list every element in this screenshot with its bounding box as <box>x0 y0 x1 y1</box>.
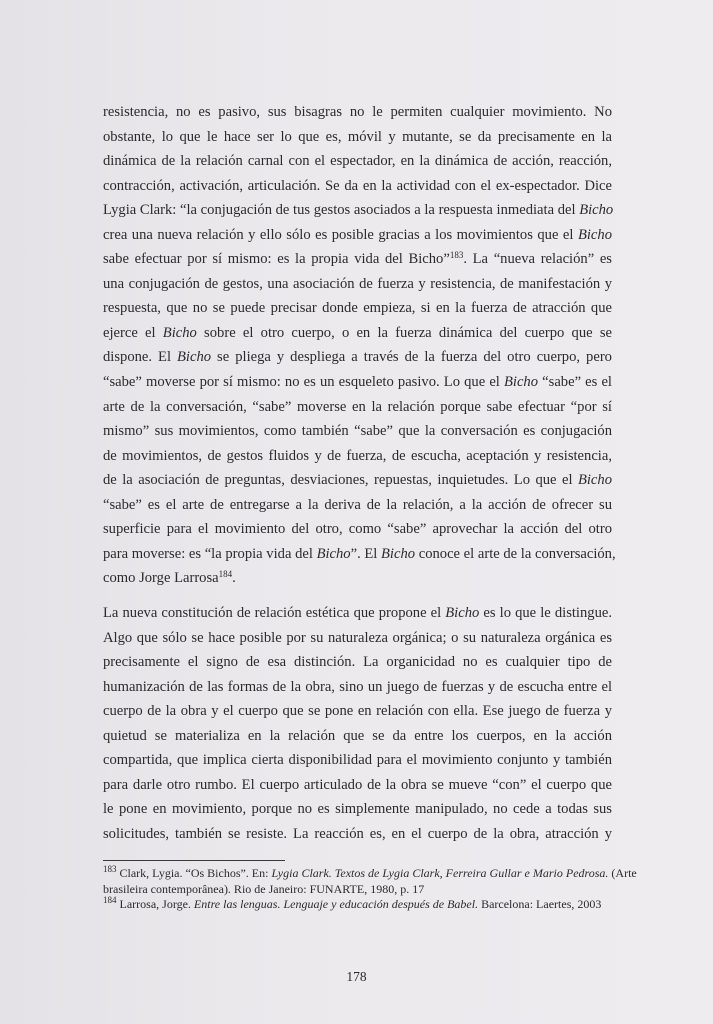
text-line <box>103 223 612 248</box>
footnote-number: 184 <box>103 895 117 905</box>
text-line <box>103 542 616 567</box>
text-line: Algo que sólo se hace posible por su naturaleza orgánica; o su naturaleza orgánica es <box>103 629 612 646</box>
text-line: obstante, lo que le hace ser lo que es, móvil y mutante, se da precisamente en la <box>103 128 612 145</box>
text-run: “sabe” es el <box>538 374 612 391</box>
text-line: precisamente el signo de esa distinción. La organicidad no es cualquier tipo de <box>103 654 612 671</box>
text-run: . <box>232 570 236 587</box>
text-run: ”. El <box>350 545 382 562</box>
footnote-italic-title: Lygia Clark. Textos de Lygia Clark, Ferreira Gullar e Mario Pedrosa. <box>271 866 609 880</box>
footnote-184 <box>103 897 612 913</box>
italic-term: Bicho <box>577 226 612 243</box>
text-line <box>103 321 612 346</box>
footnote-italic-title: Entre las lenguas. Lenguaje y educación después de Babel. <box>193 897 479 911</box>
text-run: crea una nueva relación y ello sólo es posible gracias a los movimientos que el <box>103 226 578 243</box>
text-run: . La “nueva relación” es <box>463 251 612 268</box>
text-line: una conjugación de gestos, una asociación de fuerza y resistencia, de manifestación y <box>103 275 612 292</box>
text-line <box>103 601 612 626</box>
text-line: resistencia, no es pasivo, sus bisagras no le permiten cualquier movimiento. No <box>103 104 612 120</box>
text-run: conoce el arte de la conversación, <box>415 545 616 562</box>
italic-term: Bicho <box>503 374 539 391</box>
text-run: ejerce el <box>103 324 163 341</box>
footnote-183-cont: brasileira contemporânea). Rio de Janeiro: FUNARTE, 1980, p. 17 <box>103 881 425 896</box>
text-line <box>103 468 612 493</box>
text-line: dinámica de la relación carnal con el espectador, en la dinámica de acción, reacción, <box>103 153 612 170</box>
footnote-text: (Arte <box>608 866 637 880</box>
italic-term: Bicho <box>445 605 480 621</box>
text-line: respuesta, que no se puede precisar donde empieza, si en la fuerza de atracción que <box>103 300 612 317</box>
body-paragraph-1 <box>103 100 616 591</box>
footnote-ref-183[interactable]: 183 <box>449 250 464 261</box>
text-line: humanización de las formas de la obra, sino un juego de fuerzas y de escucha entre el <box>103 678 612 695</box>
text-run: para moverse: es “la propia vida del <box>103 545 317 562</box>
italic-term: Bicho <box>177 349 212 366</box>
text-run: de la asociación de preguntas, desviaciones, repuestas, inquietudes. Lo que el <box>103 472 578 489</box>
footnote-183 <box>103 864 637 882</box>
text-line: le pone en movimiento, porque no es simplemente manipulado, no cede a todas sus <box>103 801 612 818</box>
text-line <box>103 370 612 395</box>
text-run: “sabe” moverse por sí mismo: no es un esqueleto pasivo. Lo que el <box>103 374 504 391</box>
footnote-text: Barcelona: Laertes, 2003 <box>478 897 602 911</box>
footnote-ref-184[interactable]: 184 <box>218 569 233 580</box>
text-line: para darle otro rumbo. El cuerpo articulado de la obra se mueve “con” el cuerpo que <box>103 776 612 793</box>
text-line <box>103 345 612 370</box>
text-line: superficie para el movimiento del otro, como “sabe” aprovechar la acción del otro <box>103 521 612 538</box>
body-paragraph-2 <box>103 601 612 846</box>
footnote-text: Larrosa, Jorge. <box>116 897 194 911</box>
footnote-text: Clark, Lygia. “Os Bichos”. En: <box>116 866 272 880</box>
text-run: se pliega y despliega a través de la fuerza del otro cuerpo, pero <box>211 349 612 366</box>
text-line: mismo” sus movimientos, como también “sabe” que la conversación es conjugación <box>103 423 612 440</box>
text-line: contracción, activación, articulación. Se da en la actividad con el ex-espectador. Dice <box>103 177 612 194</box>
footnote-separator <box>103 860 285 861</box>
footnotes <box>103 864 637 913</box>
page-number: 178 <box>346 969 367 984</box>
text-run: sabe efectuar por sí mismo: es la propia vida del Bicho” <box>103 251 450 268</box>
text-line: compartida, que implica cierta disponibilidad para el movimiento conjunto y también <box>103 752 612 769</box>
text-line: de movimientos, de gestos fluidos y de fuerza, de escucha, aceptación y resistencia, <box>103 447 612 464</box>
text-line: “sabe” es el arte de entregarse a la deriva de la relación, a la acción de ofrecer su <box>103 496 612 513</box>
text-line <box>103 566 612 591</box>
italic-term: Bicho <box>577 472 612 489</box>
text-line: cuerpo de la obra y el cuerpo que se pone en relación con ella. Ese juego de fuerza y <box>103 703 612 720</box>
text-line <box>103 198 612 223</box>
text-run: sobre el otro cuerpo, o en la fuerza dinámica del cuerpo que se <box>196 324 612 341</box>
text-run: como Jorge Larrosa <box>103 570 219 587</box>
text-run: dispone. El <box>103 349 178 366</box>
text-run: La nueva constitución de relación estética que propone el <box>103 605 446 621</box>
text-line: quietud se materializa en la relación que se da entre los cuerpos, en la acción <box>103 727 612 744</box>
text-line: solicitudes, también se resiste. La reacción es, en el cuerpo de la obra, atracción y <box>103 825 612 842</box>
text-run: Lygia Clark: “la conjugación de tus gestos asociados a la respuesta inmediata del <box>103 202 580 219</box>
text-line <box>103 247 612 272</box>
italic-term: Bicho <box>162 324 197 341</box>
footnote-number: 183 <box>103 864 117 874</box>
text-line: arte de la conversación, “sabe” moverse en la relación porque sabe efectuar “por sí <box>103 398 612 415</box>
italic-term: Bicho <box>316 545 351 562</box>
italic-term: Bicho <box>579 202 614 219</box>
text-run: es lo que le distingue. <box>479 605 612 621</box>
italic-term: Bicho <box>381 545 416 562</box>
